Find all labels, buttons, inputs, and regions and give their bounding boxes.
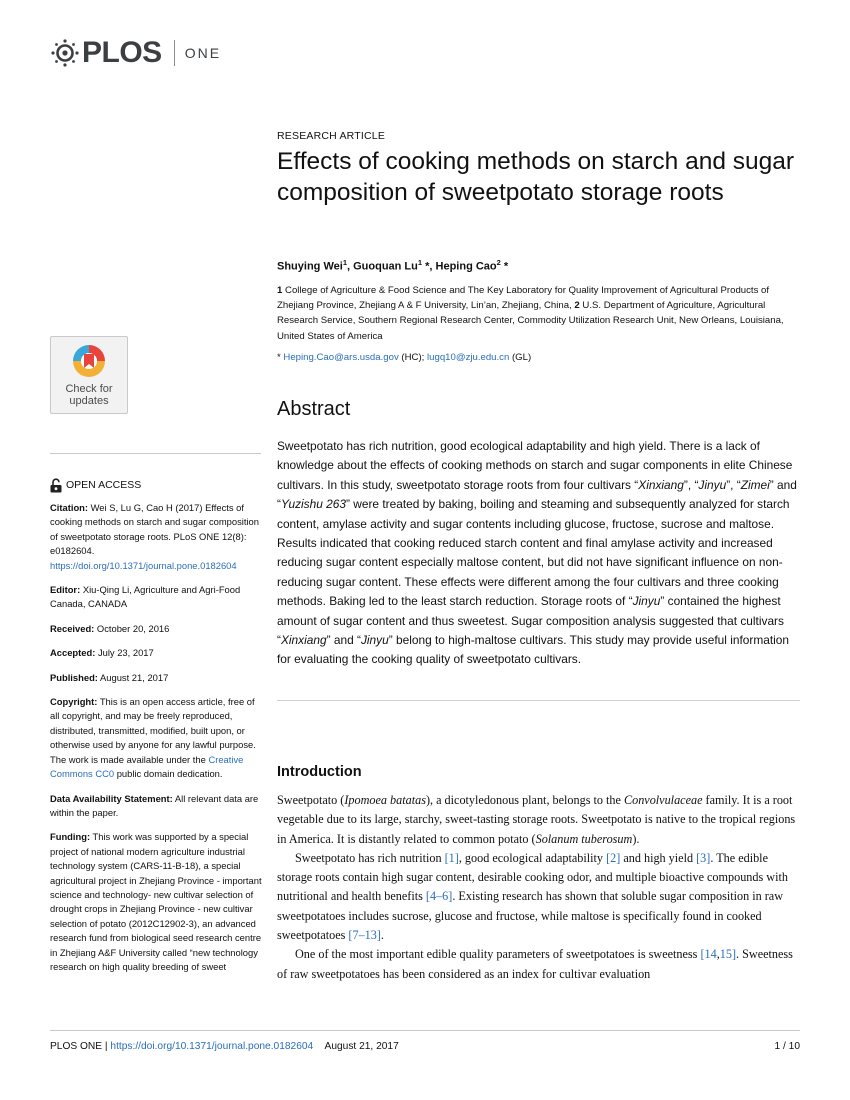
intro-paragraph: Sweetpotato (Ipomoea batatas), a dicotyledonous plant, belongs to the Convolvulaceae family. It is a root vegetable due to its large, starchy, sweet-tasting storage roots. Sweetpotato is native to the tropical regions in America. It is distantly related to common potato (Solanum tuberosum). xyxy=(277,793,796,846)
abstract-heading: Abstract xyxy=(277,398,351,420)
citation-text: Wei S, Lu G, Cao H (2017) Effects of cooking methods on starch and sugar composition of sweetpotato storage roots. PLoS ONE 12(8): e0182604. xyxy=(50,502,259,557)
abstract-divider xyxy=(277,700,800,701)
footer-date: August 21, 2017 xyxy=(324,1041,399,1052)
author-list: Shuying Wei$^1$, Guoquan Lu$^1$ *, Heping Cao$^2$ * xyxy=(277,258,509,273)
author-name[interactable]: Guoquan Lu xyxy=(353,260,418,273)
published-block: Published: August 21, 2017 xyxy=(50,671,169,683)
open-lock-icon xyxy=(50,478,62,493)
crossmark-line-1: Check for xyxy=(65,383,113,395)
journal-sub: ONE xyxy=(184,45,222,61)
accepted-block: Accepted: July 23, 2017 xyxy=(50,647,154,659)
abstract-text: Sweetpotato has rich nutrition, good ecological adaptability and high yield. There is a lack of knowledge about the effects of cooking methods on starch and sugar components in elite Chinese cultivars. In this study, sweetpotato storage roots from four cultivars “Xinxiang”, “Jinyu”, “Zimei” and “Yuzishu 263” were treated by baking, boiling and steaming and subsequently analyzed for starch content, amylase activity and sugar contents including glucose, fructose, sucrose and maltose. Results indicated that cooking reduced starch content and final amylase activity and increased reducing sugar content especially maltose content, but did not have significant influence on non-reducing sugar content. These effects were different among the four cultivars and three cooking methods. Baking led to the least starch reduction. Storage roots of “Jinyu” contained the highest amount of sugar content and thus sweetest. Sugar composition analysis suggested that cultivars “Xinxiang” and “Jinyu” belong to high-maltose cultivars. This study may provide useful information for evaluating the cooking quality of sweetpotato cultivars. xyxy=(277,439,797,667)
introduction-body xyxy=(277,791,797,984)
check-for-updates-badge[interactable] xyxy=(50,336,128,414)
footer-doi-link[interactable]: https://doi.org/10.1371/journal.pone.0182604 xyxy=(110,1041,314,1052)
affiliations: 1 College of Agriculture & Food Science and The Key Laboratory for Quality Improvement of Agricultural Products of Zhejiang Province, Zhejiang A & F University, Lin’an, Zhejiang, China, 2 U.S. Department of Agriculture, Agricultural Research Service, Southern Regional Research Center, Commodity Utilization Research Unit, New Orleans, Louisiana, United States of America xyxy=(277,285,784,342)
funding-block: Funding: This work was supported by a special project of national modern agriculture industrial technology system (CARS-11-B-18), a special agricultural project in Zhejiang Province - important science and technology- new cultivar selection of drought crops in Zhejiang Province - new cultivar selection of potato (2012C12902-3), an advanced research fund from biological seed research centre in Zhejiang A&F University called “new technology research on high quality breeding of sweet xyxy=(50,831,262,972)
creative-commons-link[interactable]: Creative Commons CC0 xyxy=(50,753,244,780)
journal-logo xyxy=(50,36,221,70)
citation-label: Citation: xyxy=(50,502,89,513)
intro-paragraph: Sweetpotato has rich nutrition [1], good ecological adaptability [2] and high yield [3]. The edible storage roots contain high sugar content, desirable cooking odor, and multiple bioactive compounds with nutritional and health benefits [4–6]. Existing research has shown that soluble sugar composition in raw sweetpotatoes includes sucrose, glucose and fructose, while maltose is specifically found in cooked sweetpotatoes [7–13]. xyxy=(277,850,788,943)
email-link[interactable]: Heping.Cao@ars.usda.gov xyxy=(283,352,399,363)
received-block: Received: October 20, 2016 xyxy=(50,622,170,634)
page-number: 1 / 10 xyxy=(774,1041,800,1052)
crossmark-line-2: updates xyxy=(69,395,109,407)
data-availability-block: Data Availability Statement: All relevant data are within the paper. xyxy=(50,792,259,818)
journal-brand: PLOS xyxy=(82,36,162,69)
footer-divider xyxy=(50,1030,800,1031)
article-sidebar xyxy=(50,478,262,984)
article-type: RESEARCH ARTICLE xyxy=(277,130,386,142)
author-name[interactable]: Shuying Wei xyxy=(277,260,343,273)
open-access-label: OPEN ACCESS xyxy=(50,478,262,493)
plos-sun-icon xyxy=(50,38,80,68)
logo-divider xyxy=(174,40,175,66)
email-link[interactable]: lugq10@zju.edu.cn xyxy=(427,352,510,363)
author-name[interactable]: Heping Cao xyxy=(435,260,497,273)
introduction-heading: Introduction xyxy=(277,764,362,780)
article-title: Effects of cooking methods on starch and sugar composition of sweetpotato storage roots xyxy=(277,148,795,206)
citation-block xyxy=(50,501,262,573)
corresponding-contacts: * Heping.Cao@ars.usda.gov (HC); lugq10@zju.edu.cn (GL) xyxy=(277,352,532,363)
footer-journal: PLOS ONE | xyxy=(50,1041,108,1052)
editor-block: Editor: Xiu-Qing Li, Agriculture and Agri-Food Canada, CANADA xyxy=(50,584,241,610)
page-footer xyxy=(50,1041,800,1052)
intro-paragraph: One of the most important edible quality parameters of sweetpotatoes is sweetness [14,15]. Sweetness of raw sweetpotatoes has been considered as an index for cultivar evaluation xyxy=(277,947,793,981)
citation-doi-link[interactable]: https://doi.org/10.1371/journal.pone.0182604 xyxy=(50,559,237,571)
sidebar-divider xyxy=(50,453,261,454)
crossmark-icon xyxy=(71,343,107,381)
copyright-block: Copyright: This is an open access article, free of all copyright, and may be freely reproduced, distributed, transmitted, modified, built upon, or otherwise used by anyone for any lawful purpose. The work is made available under the Creative Commons CC0 public domain dedication. xyxy=(50,696,256,780)
